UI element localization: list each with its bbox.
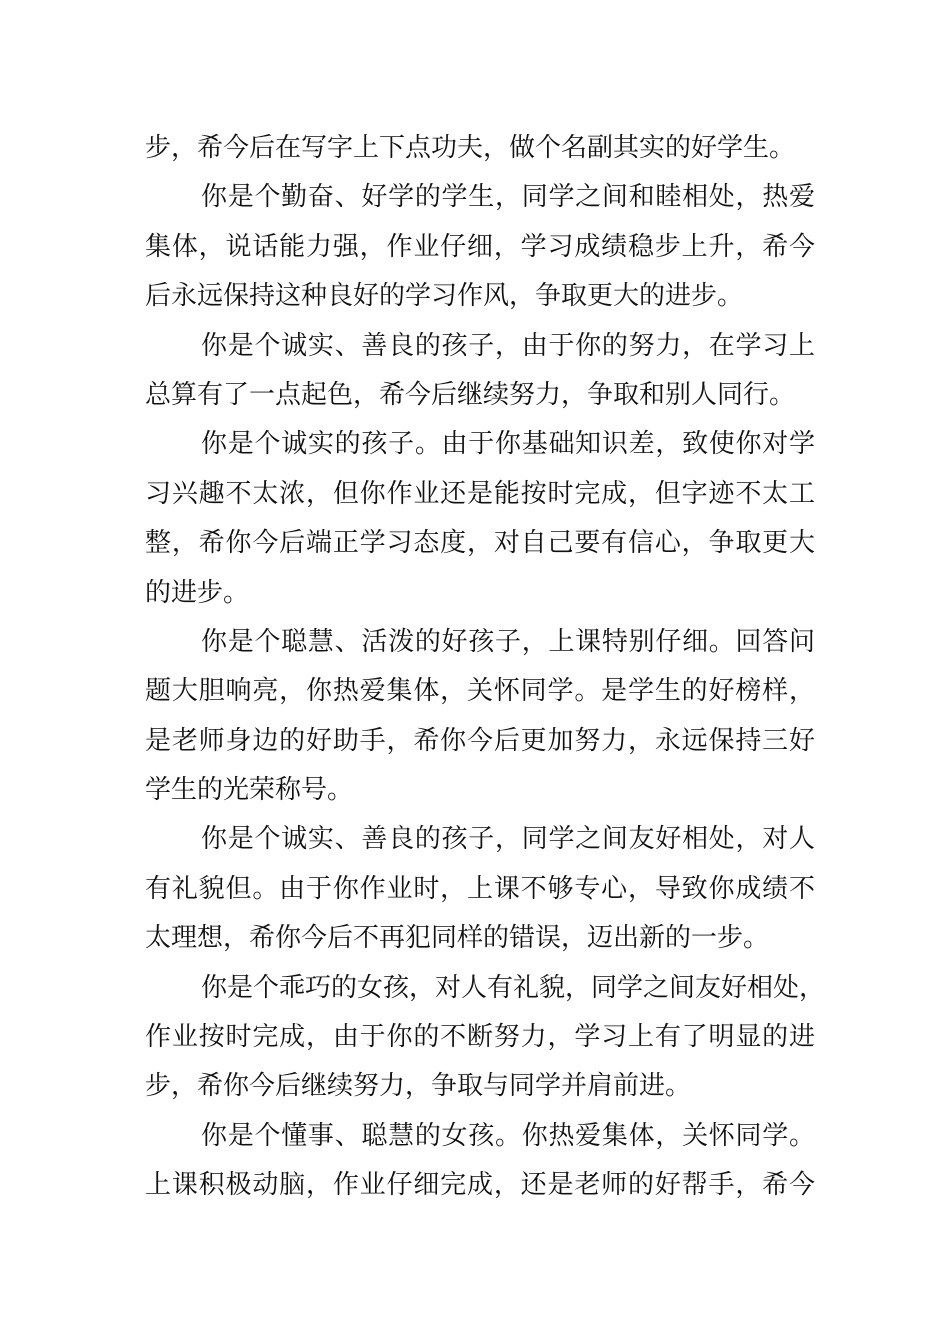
text-line: 整，希你今后端正学习态度，对自己要有信心，争取更大 [145, 528, 815, 559]
text-line: 太理想，希你今后不再犯同样的错误，迈出新的一步。 [145, 923, 770, 954]
text-line: 你是个勤奋、好学的学生，同学之间和睦相处，热爱 [201, 182, 815, 213]
text-line: 总算有了一点起色，希今后继续努力，争取和别人同行。 [145, 379, 796, 410]
document-body [145, 124, 826, 1211]
text-line: 你是个乖巧的女孩，对人有礼貌，同学之间友好相处， [201, 972, 826, 1003]
paragraph [145, 964, 826, 1112]
text-line: 是老师身边的好助手，希你今后更加努力，永远保持三好 [145, 725, 815, 756]
text-line: 的进步。 [145, 577, 250, 608]
paragraph [145, 420, 815, 618]
text-line: 步，希今后在写字上下点功夫，做个名副其实的好学生。 [145, 133, 796, 163]
text-line: 集体，说话能力强，作业仔细，学习成绩稳步上升，希今 [145, 231, 815, 262]
text-line: 有礼貌但。由于你作业时，上课不够专心，导致你成绩不 [145, 873, 815, 904]
paragraph [145, 322, 815, 421]
text-line: 你是个诚实、善良的孩子，同学之间友好相处，对人 [201, 824, 815, 855]
paragraph [145, 815, 815, 963]
text-line: 习兴趣不太浓，但你作业还是能按时完成，但字迹不太工 [145, 478, 815, 509]
text-line: 步，希你今后继续努力，争取与同学并肩前进。 [145, 1071, 692, 1102]
text-line: 上课积极动脑，作业仔细完成，还是老师的好帮手，希今 [145, 1170, 815, 1201]
text-line: 题大胆响亮，你热爱集体，关怀同学。是学生的好榜样， [145, 676, 815, 707]
paragraph [145, 618, 815, 816]
text-line: 你是个诚实、善良的孩子，由于你的努力，在学习上 [201, 330, 815, 361]
paragraph [145, 173, 815, 321]
text-line: 你是个诚实的孩子。由于你基础知识差，致使你对学 [201, 429, 815, 460]
text-line: 作业按时完成，由于你的不断努力，学习上有了明显的进 [145, 1022, 815, 1053]
text-line: 后永远保持这种良好的学习作风，争取更大的进步。 [145, 281, 744, 312]
paragraph [145, 124, 815, 173]
text-line: 学生的光荣称号。 [145, 775, 354, 806]
text-line: 你是个懂事、聪慧的女孩。你热爱集体，关怀同学。 [201, 1120, 815, 1151]
paragraph [145, 1112, 815, 1211]
text-line: 你是个聪慧、活泼的好孩子，上课特别仔细。回答问 [201, 626, 815, 657]
